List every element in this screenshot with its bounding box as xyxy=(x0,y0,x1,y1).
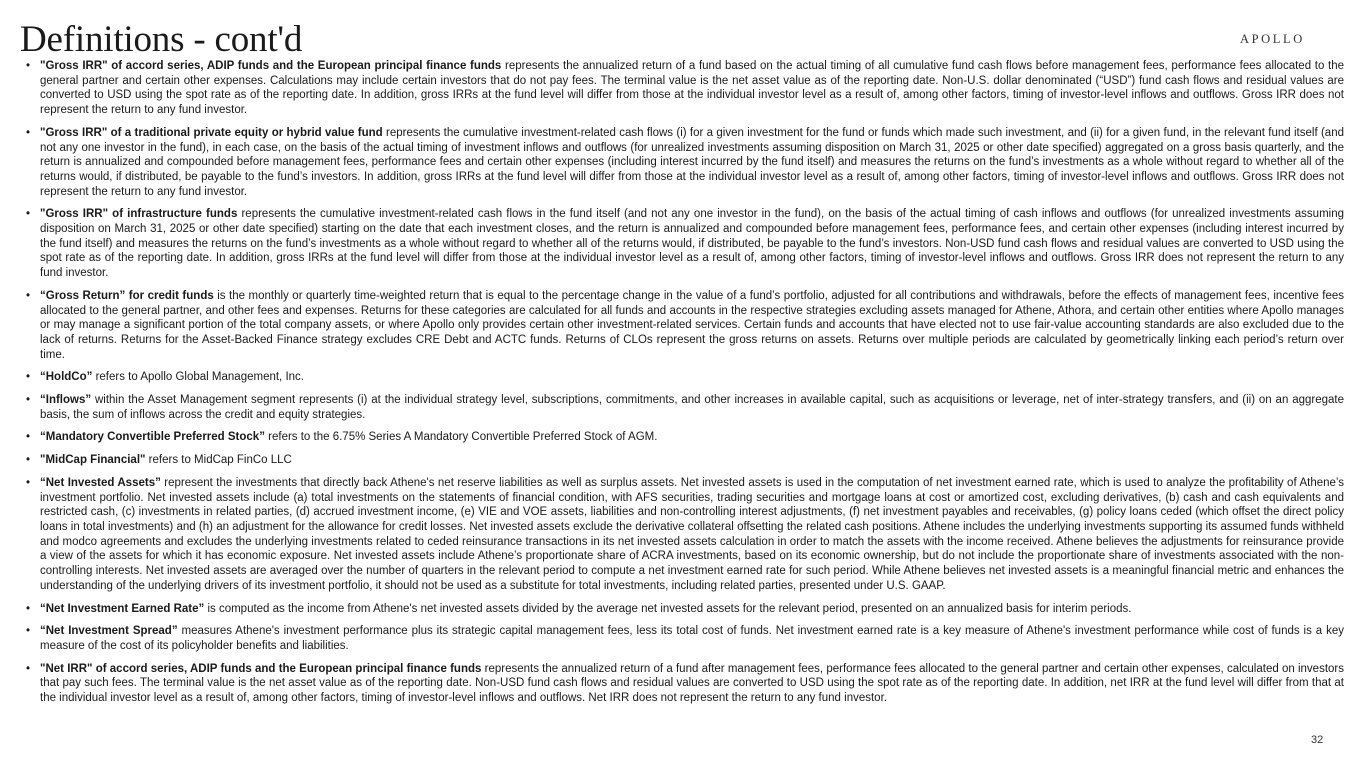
definition-term: “Mandatory Convertible Preferred Stock” xyxy=(40,431,265,444)
apollo-logo: APOLLO xyxy=(1240,32,1305,46)
definition-term: "Gross IRR" of infrastructure funds xyxy=(40,208,238,221)
definitions-list xyxy=(24,59,1344,714)
page-title: Definitions - cont'd xyxy=(20,19,303,60)
bullet-icon: • xyxy=(26,602,31,615)
definition-text: represents the annualized return of a fund based on the actual timing of all cumulative fund cash flows before management fees, performance fees allocated to the general partner and certain other expenses. Calculations may include certain investors that do not pay fees. The terminal value is the net asset value as of the reporting date. Non-U.S. dollar denominated (“USD”) fund cash flows and residual values are converted to USD using the spot rate as of the reporting date. In addition, gross IRRs at the fund level will differ from those at the individual investor level as a result of, among other factors, timing of investor-level inflows and outflows. Gross IRR does not represent the return to any fund investor. xyxy=(40,60,1344,117)
definition-term: "Net IRR" of accord series, ADIP funds and the European principal finance funds xyxy=(40,662,482,675)
bullet-icon: • xyxy=(26,625,31,638)
definition-text: refers to the 6.75% Series A Mandatory Convertible Preferred Stock of AGM. xyxy=(264,431,658,444)
definition-text: within the Asset Management segment represents (i) at the individual strategy level, subscriptions, commitments, and other increases in available capital, such as acquisitions or leverage, net of inter-strategy transfers, and (ii) on an aggregate basis, the sum of inflows across the credit and equity strategies. xyxy=(40,394,1344,421)
definition-term: “Gross Return” for credit funds xyxy=(40,289,214,302)
bullet-icon: • xyxy=(26,476,31,489)
definition-item xyxy=(24,289,1344,363)
definition-text: represents the cumulative investment-related cash flows in the fund itself (and not any one investor in the fund), on the basis of the actual timing of cash inflows and outflows (for unrealized investments assuming disposition on March 31, 2025 or other date specified) starting on the date that each investment closes, and the return is annualized and compounded before management fees, performance fees, and certain other expenses (including interest incurred by the fund itself) and measures the returns on the fund’s investments as a whole without regard to whether all of the returns would, if distributed, be payable to the fund’s investors. Non-USD fund cash flows and residual values are converted to USD using the spot rate as of the reporting date. In addition, gross IRRs at the fund level will differ from those at the individual investor level as a result of, among other factors, timing of investor-level inflows and outflows. Gross IRR does not represent the return to any fund investor. xyxy=(40,208,1344,280)
definition-text: represents the cumulative investment-related cash flows (i) for a given investment for the fund or funds which made such investment, and (ii) for a given fund, in the relevant fund itself (and not any one investor in the fund), in each case, on the basis of the actual timing of investment inflows and outflows (for unrealized investments assuming disposition on March 31, 2025 or other date specified) aggregated on a gross basis quarterly, and the return is annualized and compounded before management fees, performance fees and certain other expenses (including interest incurred by the fund itself) and measures the returns on the fund’s investments as a whole without regard to whether all of the returns would, if distributed, be payable to the fund’s investors. In addition, gross IRRs at the fund level will differ from those at the individual investor level as a result of, among other factors, timing of investor-level inflows and outflows. Gross IRR does not represent the return to any fund investor. xyxy=(40,126,1344,198)
bullet-icon: • xyxy=(26,208,31,221)
definition-text: is the monthly or quarterly time-weighted return that is equal to the percentage change in the value of a fund’s portfolio, adjusted for all contributions and withdrawals, before the effects of management fees, incentive fees allocated to the general partner, and other fees and expenses. Returns for these categories are calculated for all funds and accounts in the respective strategies excluding assets managed for Athene, Athora, and certain other entities where Apollo manages or may manage a significant portion of the total company assets, or where Apollo only provides certain other investment-related services. Certain funds and accounts that have elected not to use fair-value accounting standards are also excluded due to the lack of returns. Returns for the Asset-Backed Finance strategy excludes CRE Debt and ACTC funds. Returns of CLOs represent the gross returns on assets. Returns over multiple periods are calculated by geometrically linking each period’s return over time. xyxy=(40,289,1344,361)
bullet-icon: • xyxy=(26,394,31,407)
bullet-icon: • xyxy=(26,289,31,302)
bullet-icon: • xyxy=(26,126,31,139)
definition-term: "MidCap Financial" xyxy=(40,454,146,467)
definition-term: "Gross IRR" of a traditional private equity or hybrid value fund xyxy=(40,126,383,139)
definition-term: "Gross IRR" of accord series, ADIP funds and the European principal finance funds xyxy=(40,60,502,72)
bullet-icon: • xyxy=(26,454,31,467)
definition-item xyxy=(24,476,1344,594)
definition-item xyxy=(24,624,1344,653)
definition-text: refers to MidCap FinCo LLC xyxy=(145,454,292,467)
definition-term: “Inflows” xyxy=(40,394,92,407)
definition-text: represent the investments that directly back Athene's net reserve liabilities as well as surplus assets. Net invested assets is used in the computation of net investment earned rate, which is used to analyze the profitability of Athene’s investment portfolio. Net invested assets include (a) total investments on the statements of financial condition, with AFS securities, trading securities and mortgage loans at cost or amortized cost, excluding derivatives, (b) cash and cash equivalents and restricted cash, (c) investments in related parties, (d) accrued investment income, (e) VIE and VOE assets, liabilities and non-controlling interest adjustments, (f) net investment payables and receivables, (g) policy loans ceded (which offset the direct policy loans in total investments) and (h) an adjustment for the allowance for credit losses. Net invested assets exclude the derivative collateral offsetting the related cash positions. Athene includes the underlying investments supporting its assumed funds withheld and modco agreements and excludes the underlying investments related to ceded reinsurance transactions in its net invested assets calculation in order to match the assets with the income received. Athene believes the adjustments for reinsurance provide a view of the assets for which it has economic exposure. Net invested assets include Athene’s proportionate share of ACRA investments, based on its economic ownership, but do not include the proportionate share of investments associated with the non-controlling interests. Net invested assets are averaged over the number of quarters in the relevant period to compute a net investment earned rate for such period. While Athene believes net invested assets is a meaningful financial metric and enhances the understanding of the underlying drivers of its investment portfolio, it should not be used as a substitute for total investments, including related parties, presented under U.S. GAAP. xyxy=(40,476,1344,592)
bullet-icon: • xyxy=(26,662,31,675)
definition-term: “Net Invested Assets” xyxy=(40,476,161,489)
definition-item xyxy=(24,126,1344,200)
definition-item xyxy=(24,430,1344,445)
bullet-icon: • xyxy=(26,371,31,384)
page-number: 32 xyxy=(1311,734,1324,746)
definition-term: “Net Investment Spread” xyxy=(40,625,178,638)
bullet-icon: • xyxy=(26,60,31,72)
definition-item xyxy=(24,370,1344,385)
definition-item xyxy=(24,393,1344,422)
definition-term: “HoldCo” xyxy=(40,371,93,384)
definition-item xyxy=(24,59,1344,118)
definition-text: refers to Apollo Global Management, Inc. xyxy=(92,371,304,384)
definition-item xyxy=(24,207,1344,281)
definition-item xyxy=(24,602,1344,617)
definition-term: “Net Investment Earned Rate” xyxy=(40,602,205,615)
definition-item xyxy=(24,453,1344,468)
definition-text: is computed as the income from Athene's net invested assets divided by the average net invested assets for the relevant period, presented on an annualized basis for interim periods. xyxy=(204,602,1132,615)
definition-item xyxy=(24,662,1344,706)
bullet-icon: • xyxy=(26,431,31,444)
definition-text: measures Athene's investment performance plus its strategic capital management fees, less its total cost of funds. Net investment earned rate is a key measure of Athene's investment performance while cost of funds is a key measure of the cost of its policyholder benefits and liabilities. xyxy=(40,625,1344,652)
definition-text: represents the annualized return of a fund after management fees, performance fees allocated to the general partner and certain other expenses, calculated on investors that pay such fees. The terminal value is the net asset value as of the reporting date. Non-USD fund cash flows and residual values are converted to USD using the spot rate as of the reporting date. In addition, net IRR at the fund level will differ from that at the individual investor level as a result of, among other factors, timing of investor-level inflows and outflows. Net IRR does not represent the return to any fund investor. xyxy=(40,662,1345,705)
